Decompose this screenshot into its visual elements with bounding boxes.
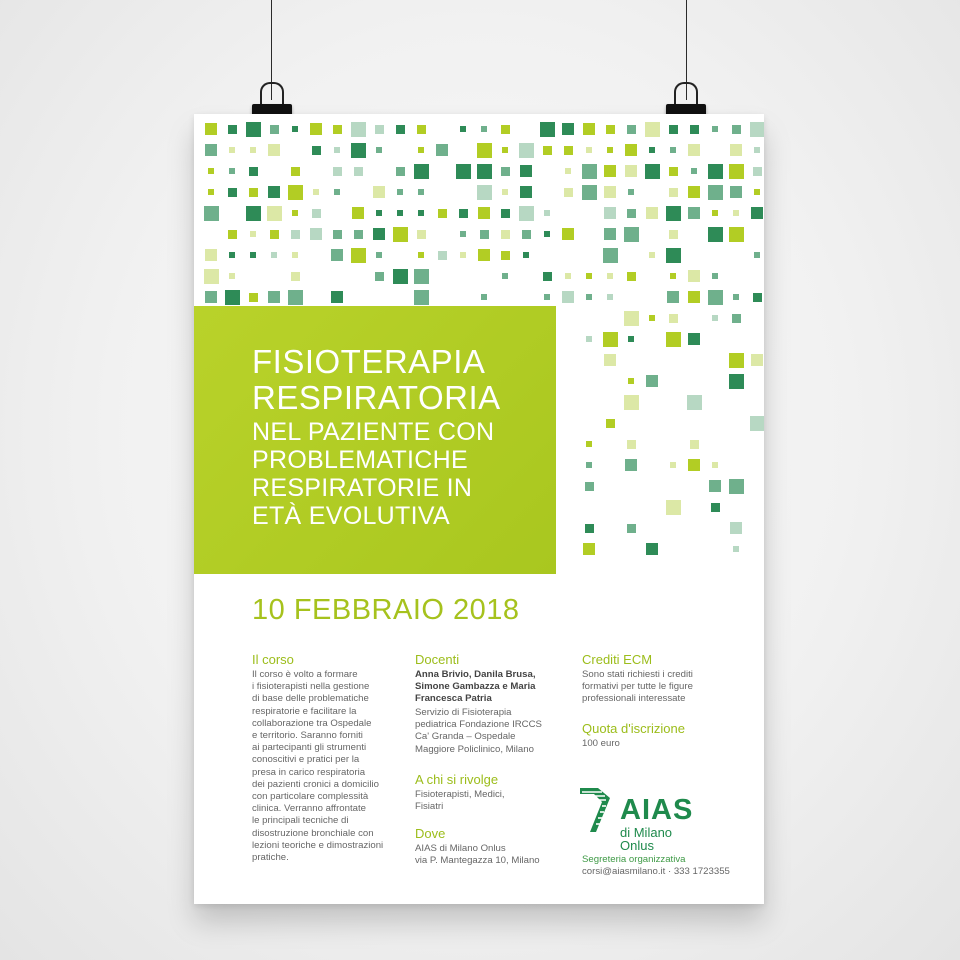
mosaic-square [334, 189, 340, 195]
mosaic-square [204, 206, 219, 221]
mosaic-square [354, 167, 363, 176]
mosaic-square [690, 125, 699, 134]
mosaic-square [669, 167, 678, 176]
mosaic-square [624, 227, 639, 242]
logo-subtitle: di Milano Onlus [620, 825, 673, 853]
mosaic-square [291, 272, 300, 281]
mosaic-square [628, 378, 634, 384]
mosaic-square [586, 441, 592, 447]
mosaic-square [418, 147, 424, 153]
mosaic-square [565, 168, 571, 174]
mosaic-square [438, 251, 447, 260]
subtitle-line-2: PROBLEMATICHE [252, 446, 468, 474]
title-box [194, 306, 556, 574]
mosaic-square [249, 293, 258, 302]
mosaic-square [478, 207, 490, 219]
subtitle-line-3: RESPIRATORIE IN [252, 474, 473, 502]
mosaic-square [396, 125, 405, 134]
mosaic-square [732, 314, 741, 323]
mosaic-square [729, 374, 744, 389]
subtitle-line-4: ETÀ EVOLUTIVA [252, 502, 450, 530]
mosaic-square [691, 168, 697, 174]
mosaic-square [414, 290, 429, 305]
mosaic-square [208, 168, 214, 174]
mosaic-square [732, 125, 741, 134]
mosaic-square [229, 168, 235, 174]
mosaic-square [250, 231, 256, 237]
mosaic-square [690, 440, 699, 449]
mosaic-square [712, 273, 718, 279]
mosaic-square [607, 294, 613, 300]
mosaic-square [585, 482, 594, 491]
mosaic-square [627, 440, 636, 449]
mosaic-square [733, 546, 739, 552]
mosaic-square [712, 210, 718, 216]
title-line-1: FISIOTERAPIA [252, 343, 486, 380]
where-text: AIAS di Milano Onlus via P. Mantegazza 10, Milano [415, 843, 540, 867]
mosaic-square [646, 207, 658, 219]
mosaic-square [627, 524, 636, 533]
mosaic-square [562, 291, 574, 303]
mosaic-square [751, 354, 763, 366]
mosaic-square [754, 252, 760, 258]
mosaic-square [331, 291, 343, 303]
mosaic-square [607, 273, 613, 279]
mosaic-square [649, 147, 655, 153]
mosaic-square [666, 206, 681, 221]
mosaic-square [628, 189, 634, 195]
mosaic-square [666, 248, 681, 263]
mosaic-square [268, 186, 280, 198]
mosaic-square [670, 273, 676, 279]
mosaic-square [292, 210, 298, 216]
mosaic-square [205, 249, 217, 261]
mosaic-square [750, 416, 765, 431]
mosaic-square [481, 294, 487, 300]
subtitle-line-1: NEL PAZIENTE CON [252, 418, 495, 446]
mosaic-square [544, 231, 550, 237]
mosaic-square [625, 165, 637, 177]
mosaic-square [459, 209, 468, 218]
mosaic-square [352, 207, 364, 219]
mosaic-square [583, 123, 595, 135]
mosaic-square [708, 164, 723, 179]
mosaic-square [729, 164, 744, 179]
mosaic-square [730, 522, 742, 534]
ecm-heading: Crediti ECM [582, 652, 653, 667]
mosaic-square [229, 147, 235, 153]
mosaic-square [540, 122, 555, 137]
mosaic-square [229, 252, 235, 258]
event-date: 10 FEBBRAIO 2018 [252, 594, 520, 626]
mosaic-square [436, 144, 448, 156]
mosaic-square [501, 125, 510, 134]
mosaic-square [729, 479, 744, 494]
mosaic-square [460, 126, 466, 132]
mosaic-square [712, 126, 718, 132]
mosaic-square [688, 186, 700, 198]
mosaic-square [604, 186, 616, 198]
mosaic-square [582, 164, 597, 179]
mosaic-square [670, 147, 676, 153]
mosaic-square [708, 185, 723, 200]
mosaic-square [501, 230, 510, 239]
mosaic-square [270, 230, 279, 239]
mosaic-square [754, 189, 760, 195]
mosaic-square [414, 269, 429, 284]
mosaic-square [585, 524, 594, 533]
mosaic-square [753, 293, 762, 302]
mosaic-square [688, 291, 700, 303]
mosaic-square [351, 143, 366, 158]
secretariat-contact: corsi@aiasmilano.it · 333 1723355 [582, 866, 730, 877]
fee-heading: Quota d'iscrizione [582, 721, 685, 736]
mosaic-square [288, 185, 303, 200]
mosaic-square [312, 209, 321, 218]
mosaic-square [228, 125, 237, 134]
mosaic-square [334, 147, 340, 153]
mosaic-square [586, 336, 592, 342]
mosaic-square [477, 164, 492, 179]
mosaic-square [501, 167, 510, 176]
mosaic-square [373, 228, 385, 240]
mosaic-square [688, 459, 700, 471]
mosaic-square [646, 375, 658, 387]
mosaic-square [267, 206, 282, 221]
mosaic-square [603, 248, 618, 263]
mosaic-square [688, 270, 700, 282]
mosaic-square [246, 206, 261, 221]
mosaic-square [373, 186, 385, 198]
mosaic-square [669, 188, 678, 197]
mosaic-square [502, 189, 508, 195]
mosaic-square [393, 227, 408, 242]
mosaic-square [268, 291, 280, 303]
teachers-affiliation: Servizio di Fisioterapia pediatrica Fondazione IRCCS Ca' Granda – Ospedale Maggiore Policlinico, Milano [415, 707, 542, 755]
mosaic-square [669, 230, 678, 239]
mosaic-square [669, 125, 678, 134]
mosaic-square [627, 125, 636, 134]
mosaic-square [396, 167, 405, 176]
mosaic-square [582, 185, 597, 200]
mosaic-square [501, 209, 510, 218]
mosaic-square [627, 209, 636, 218]
mosaic-square [250, 147, 256, 153]
mosaic-square [376, 147, 382, 153]
course-heading: Il corso [252, 652, 294, 667]
mosaic-square [460, 252, 466, 258]
mosaic-square [649, 252, 655, 258]
mosaic-square [438, 209, 447, 218]
mosaic-square [730, 186, 742, 198]
mosaic-square [606, 125, 615, 134]
mosaic-square [625, 459, 637, 471]
mosaic-square [711, 503, 720, 512]
mosaic-square [712, 462, 718, 468]
mosaic-square [414, 164, 429, 179]
mosaic-square [268, 144, 280, 156]
mosaic-square [586, 147, 592, 153]
mosaic-square [393, 269, 408, 284]
mosaic-square [604, 207, 616, 219]
mosaic-square [333, 125, 342, 134]
mosaic-square [729, 227, 744, 242]
mosaic-square [501, 251, 510, 260]
mosaic-square [627, 272, 636, 281]
audience-heading: A chi si rivolge [415, 772, 499, 787]
mosaic-square [687, 395, 702, 410]
mosaic-square [562, 123, 574, 135]
mosaic-square [249, 167, 258, 176]
mosaic-square [418, 252, 424, 258]
mosaic-square [397, 210, 403, 216]
logo-name: AIAS [620, 794, 694, 826]
mosaic-square [520, 186, 532, 198]
mosaic-square [502, 273, 508, 279]
mosaic-square [688, 333, 700, 345]
mosaic-square [628, 336, 634, 342]
mosaic-square [708, 227, 723, 242]
mosaic-square [225, 290, 240, 305]
mosaic-square [750, 122, 765, 137]
mosaic-square [312, 146, 321, 155]
mosaic-square [480, 230, 489, 239]
mosaic-square [351, 248, 366, 263]
mosaic-square [564, 146, 573, 155]
mosaic-square [522, 230, 531, 239]
mosaic-square [502, 147, 508, 153]
mosaic-square [606, 419, 615, 428]
mosaic-square [712, 315, 718, 321]
mosaic-square [709, 480, 721, 492]
audience-text: Fisioterapisti, Medici, Fisiatri [415, 789, 505, 813]
mosaic-square [333, 230, 342, 239]
mosaic-square [519, 206, 534, 221]
mosaic-square [397, 189, 403, 195]
fee-text: 100 euro [582, 738, 620, 749]
mosaic-square [649, 315, 655, 321]
secretariat-label: Segreteria organizzativa [582, 854, 686, 865]
mosaic-square [667, 291, 679, 303]
mosaic-square [520, 165, 532, 177]
mosaic-square [270, 125, 279, 134]
teachers-heading: Docenti [415, 652, 460, 667]
mosaic-square [456, 164, 471, 179]
mosaic-square [291, 167, 300, 176]
mosaic-square [519, 143, 534, 158]
mosaic-square [688, 207, 700, 219]
mosaic-square [376, 210, 382, 216]
mosaic-square [733, 210, 739, 216]
mosaic-square [418, 189, 424, 195]
ecm-text: Sono stati richiesti i crediti formativi per tutte le figure professionali interessate [582, 669, 693, 705]
mosaic-square [246, 122, 261, 137]
mosaic-square [669, 314, 678, 323]
mosaic-square [481, 126, 487, 132]
mosaic-square [331, 249, 343, 261]
mosaic-square [204, 269, 219, 284]
mosaic-square [544, 294, 550, 300]
mosaic-square [313, 189, 319, 195]
where-heading: Dove [415, 826, 446, 841]
mosaic-square [645, 122, 660, 137]
mosaic-square [376, 252, 382, 258]
mosaic-square [603, 332, 618, 347]
mosaic-square [292, 252, 298, 258]
mosaic-square [604, 165, 616, 177]
teachers-names: Anna Brivio, Danila Brusa, Simone Gambazza e Maria Francesca Patria [415, 669, 536, 705]
mosaic-square [666, 500, 681, 515]
mosaic-square [292, 126, 298, 132]
mosaic-square [310, 123, 322, 135]
mosaic-square [730, 144, 742, 156]
mosaic-square [333, 167, 342, 176]
mosaic-square [375, 125, 384, 134]
title-line-2: RESPIRATORIA [252, 379, 501, 416]
mosaic-square [733, 294, 739, 300]
mosaic-square [607, 147, 613, 153]
mosaic-square [708, 290, 723, 305]
mosaic-square [205, 144, 217, 156]
mosaic-square [288, 290, 303, 305]
mosaic-square [543, 272, 552, 281]
course-text: Il corso è volto a formare i fisioterapisti nella gestione di base delle problematiche respiratorie e facilitare la collaborazione tra Ospedale e territorio. Saranno forniti ai partecipanti gli strumenti conoscitivi e pratici per la presa in carico respiratoria dei pazienti cronici a domicilio con particolare complessità clinica. Verranno affrontate le principali tecniche di disostruzione bronchiale con lezioni teoriche e dimostrazioni pratiche. [252, 669, 384, 864]
mosaic-square [666, 332, 681, 347]
mosaic-square [688, 144, 700, 156]
mosaic-square [624, 311, 639, 326]
mosaic-square [625, 144, 637, 156]
mosaic-square [351, 122, 366, 137]
mosaic-square [624, 395, 639, 410]
mosaic-square [418, 210, 424, 216]
mosaic-square [753, 167, 762, 176]
mosaic-square [562, 228, 574, 240]
mosaic-square [208, 189, 214, 195]
mosaic-square [228, 188, 237, 197]
mosaic-square [477, 143, 492, 158]
mosaic-square [751, 207, 763, 219]
mosaic-square [565, 273, 571, 279]
mosaic-square [586, 273, 592, 279]
mosaic-square [754, 147, 760, 153]
mosaic-square [417, 230, 426, 239]
mosaic-square [586, 462, 592, 468]
mosaic-square [310, 228, 322, 240]
mosaic-square [544, 210, 550, 216]
mosaic-square [543, 146, 552, 155]
aias-stripes-logo-icon [578, 786, 620, 832]
mosaic-square [670, 462, 676, 468]
poster [194, 114, 764, 904]
mosaic-square [291, 230, 300, 239]
mosaic-square [354, 230, 363, 239]
mosaic-square [729, 353, 744, 368]
mosaic-square [250, 252, 256, 258]
mosaic-square [586, 294, 592, 300]
mosaic-square [583, 543, 595, 555]
mosaic-square [249, 188, 258, 197]
mosaic-square [646, 543, 658, 555]
mosaic-square [205, 123, 217, 135]
mosaic-square [205, 291, 217, 303]
mosaic-square [604, 228, 616, 240]
mosaic-square [271, 252, 277, 258]
mosaic-square [523, 252, 529, 258]
mosaic-square [375, 272, 384, 281]
mosaic-square [645, 164, 660, 179]
mosaic-square [564, 188, 573, 197]
mosaic-square [478, 249, 490, 261]
mosaic-square [228, 230, 237, 239]
mosaic-square [604, 354, 616, 366]
mosaic-square [229, 273, 235, 279]
mosaic-square [477, 185, 492, 200]
mosaic-square [417, 125, 426, 134]
mosaic-square [460, 231, 466, 237]
